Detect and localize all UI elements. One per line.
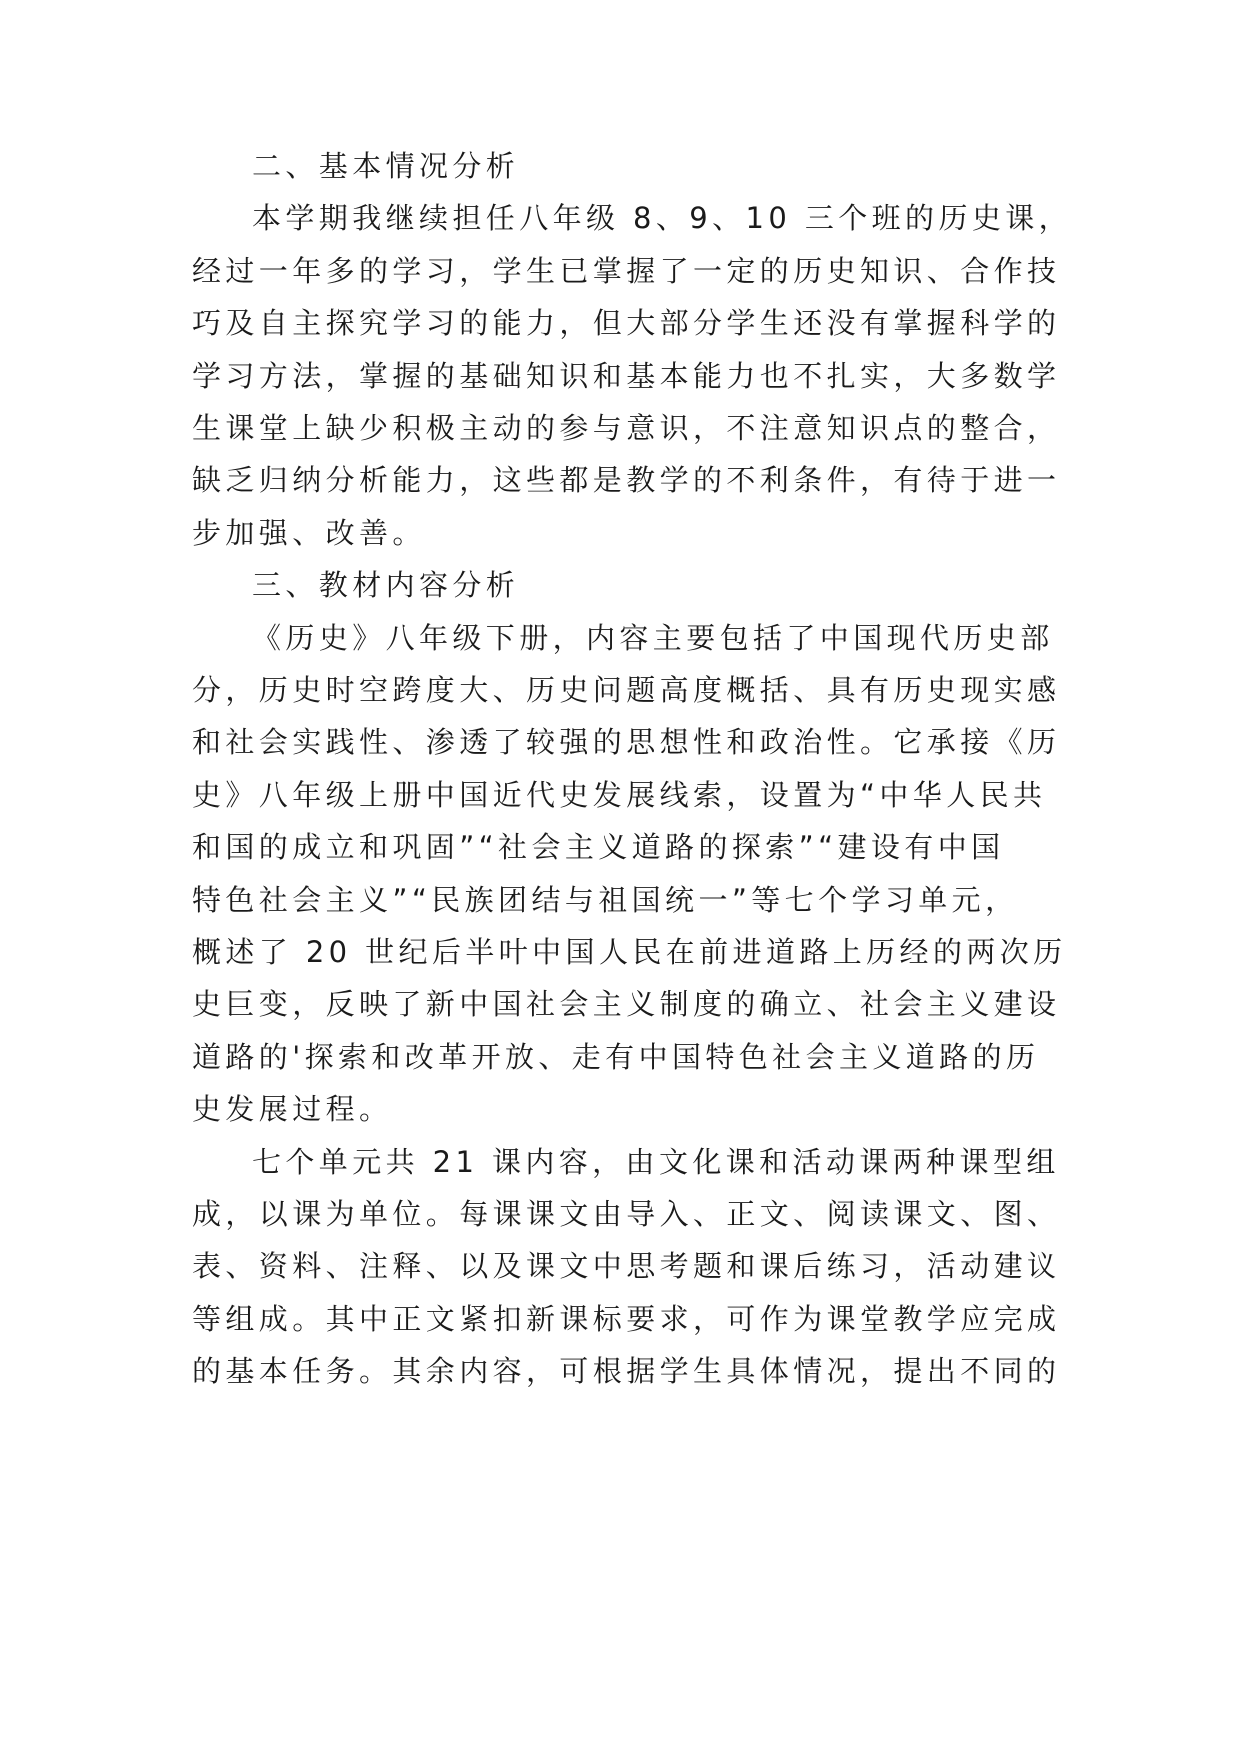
paragraph-first-line: 本学期我继续担任八年级 8、9、10 三个班的历史课， [252, 201, 1073, 236]
paragraph-first-line: 三、教材内容分析 [252, 568, 520, 603]
paragraph-line: 表、资料、注释、以及课文中思考题和课后练习，活动建议 [192, 1249, 1061, 1284]
paragraph-line: 生课堂上缺少积极主动的参与意识，不注意知识点的整合， [192, 411, 1061, 445]
paragraph-line: 分，历史时空跨度大、历史问题高度概括、具有历史现实感 [192, 673, 1061, 707]
paragraph-first-line: 七个单元共 21 课内容，由文化课和活动课两种课型组 [252, 1144, 1060, 1179]
paragraph-first-line: 二、基本情况分析 [252, 149, 520, 183]
paragraph-line: 和社会实践性、渗透了较强的思想性和政治性。它承接《历 [192, 725, 1061, 760]
paragraph-line: 和国的成立和巩固”“社会主义道路的探索”“建设有中国 [192, 830, 1005, 865]
paragraph-line: 概述了 20 世纪后半叶中国人民在前进道路上历经的两次历 [192, 935, 1067, 969]
paragraph-line: 步加强、改善。 [192, 515, 426, 550]
paragraph-line: 巧及自主探究学习的能力，但大部分学生还没有掌握科学的 [192, 306, 1061, 341]
paragraph-line: 史巨变，反映了新中国社会主义制度的确立、社会主义建设 [192, 987, 1061, 1022]
paragraph-line: 的基本任务。其余内容，可根据学生具体情况，提出不同的 [192, 1354, 1061, 1389]
paragraph-line: 等组成。其中正文紧扣新课标要求，可作为课堂教学应完成 [192, 1301, 1061, 1336]
paragraph-line: 经过一年多的学习，学生已掌握了一定的历史知识、合作技 [192, 253, 1061, 288]
paragraph-line: 成，以课为单位。每课课文由导入、正文、阅读课文、图、 [192, 1197, 1061, 1231]
paragraph-line: 缺乏归纳分析能力，这些都是教学的不利条件，有待于进一 [192, 463, 1061, 498]
paragraph-line: 道路的'探索和改革开放、走有中国特色社会主义道路的历 [192, 1039, 1040, 1074]
paragraph-line: 史》八年级上册中国近代史发展线索，设置为“中华人民共 [192, 777, 1047, 812]
paragraph-first-line: 《历史》八年级下册，内容主要包括了中国现代历史部 [252, 620, 1054, 655]
paragraph-line: 史发展过程。 [192, 1092, 393, 1127]
paragraph-line: 学习方法，掌握的基础知识和基本能力也不扎实，大多数学 [192, 358, 1061, 393]
paragraph-line: 特色社会主义”“民族团结与祖国统一”等七个学习单元， [192, 882, 1019, 917]
